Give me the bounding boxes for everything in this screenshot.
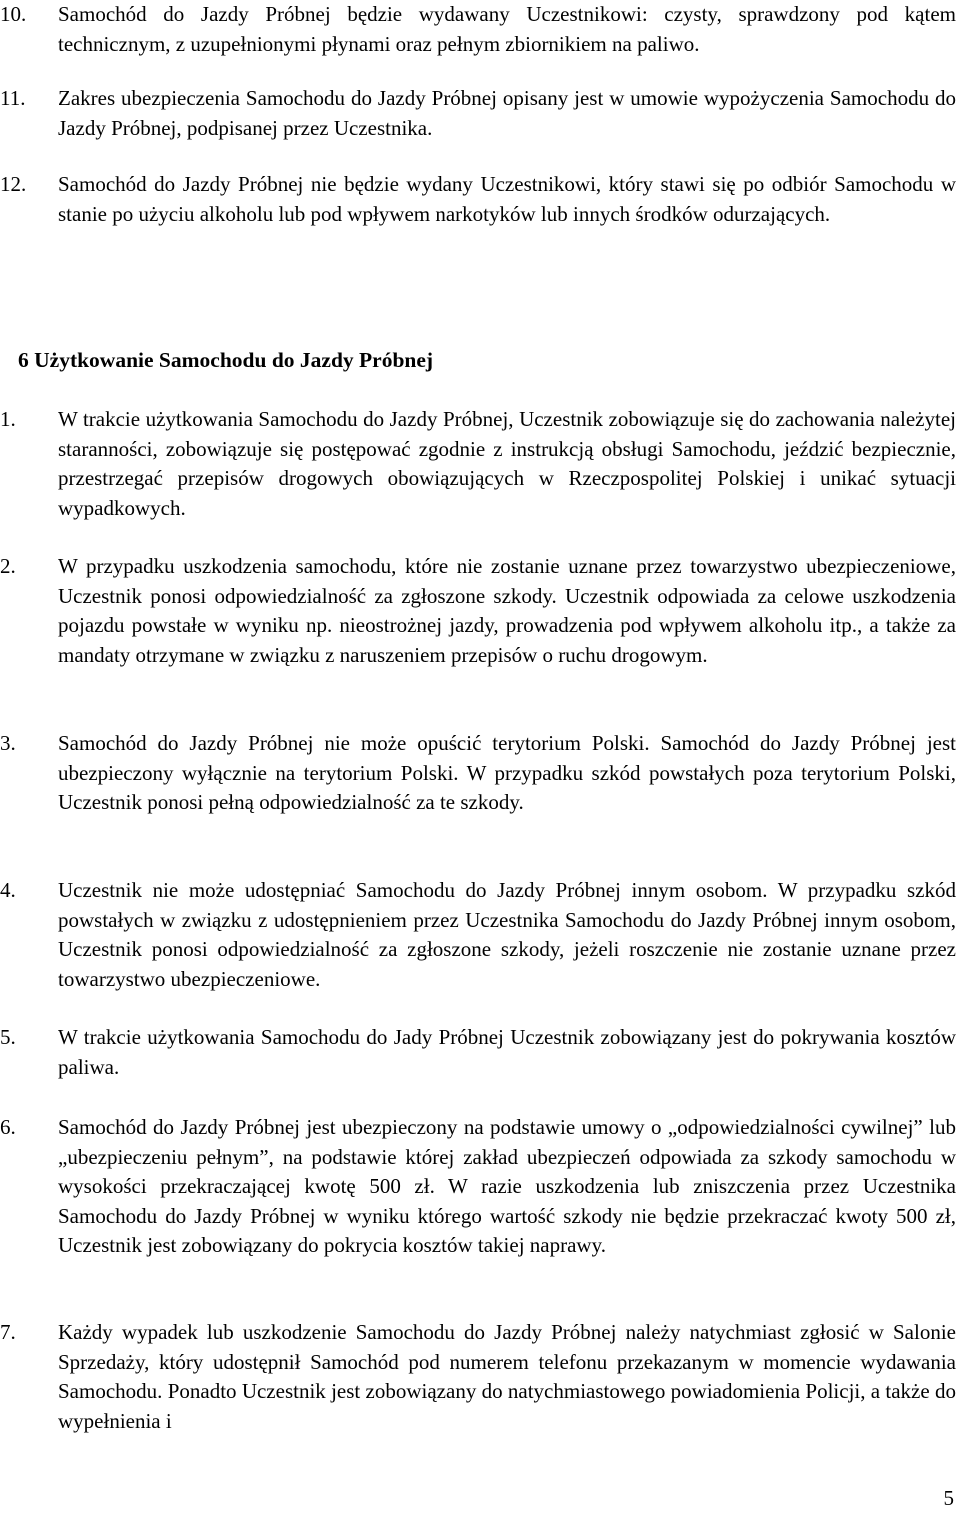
list-item-11 bbox=[0, 84, 956, 143]
list-item-text: Każdy wypadek lub uszkodzenie Samochodu do Jazdy Próbnej należy natychmiast zgłosić w Salonie Sprzedaży, który udostępnił Samochód pod numerem telefonu przekazanym w momencie wydawania Samochodu. Ponadto Uczestnik jest zobowiązany do natychmiastowego powiadomienia Policji, a także do wypełnienia i bbox=[58, 1320, 956, 1433]
list-item-number: 1. bbox=[0, 407, 16, 431]
list-item-text: W trakcie użytkowania Samochodu do Jazdy Próbnej, Uczestnik zobowiązuje się do zachowania należytej staranności, zobowiązuje się postępować zgodnie z instrukcją obsługi Samochodu, jeździć bezpiecznie, przestrzegać przepisów drogowych obowiązujących w Rzeczpospolitej Polskiej i unikać sytuacji wypadkowych. bbox=[58, 407, 956, 520]
section-item-3 bbox=[0, 729, 956, 818]
list-item-text: Samochód do Jazdy Próbnej będzie wydawany Uczestnikowi: czysty, sprawdzony pod kątem technicznym, z uzupełnionymi płynami oraz pełnym zbiornikiem na paliwo. bbox=[58, 2, 956, 56]
section-item-7 bbox=[0, 1318, 956, 1436]
list-item-text: W przypadku uszkodzenia samochodu, które nie zostanie uznane przez towarzystwo ubezpieczeniowe, Uczestnik ponosi odpowiedzialność za zgłoszone szkody. Uczestnik odpowiada za celowe uszkodzenia pojazdu powstałe w wyniku np. nieostrożnej jazdy, prowadzenia pod wpływem alkoholu itp., a także za mandaty otrzymane w związku z naruszeniem przepisów o ruchu drogowym. bbox=[58, 554, 956, 667]
list-item-number: 2. bbox=[0, 554, 16, 578]
list-item-12 bbox=[0, 170, 956, 229]
list-item-number: 3. bbox=[0, 731, 16, 755]
list-item-number: 4. bbox=[0, 878, 16, 902]
list-item-text: Samochód do Jazdy Próbnej nie może opuścić terytorium Polski. Samochód do Jazdy Próbnej jest ubezpieczony wyłącznie na terytorium Polski. W przypadku szkód powstałych poza terytorium Polski, Uczestnik ponosi pełną odpowiedzialność za te szkody. bbox=[58, 731, 956, 815]
section-item-2 bbox=[0, 552, 956, 670]
list-item-number: 12. bbox=[0, 172, 27, 196]
list-item-text: W trakcie użytkowania Samochodu do Jady Próbnej Uczestnik zobowiązany jest do pokrywania kosztów paliwa. bbox=[58, 1025, 956, 1079]
page-number: 5 bbox=[943, 1486, 954, 1510]
section-item-4 bbox=[0, 876, 956, 994]
section-item-6 bbox=[0, 1113, 956, 1261]
list-item-text: Samochód do Jazdy Próbnej jest ubezpieczony na podstawie umowy o „odpowiedzialności cywilnej” lub „ubezpieczeniu pełnym”, na podstawie której zakład ubezpieczeń odpowiada za szkody samochodu w wysokości przekraczającej kwotę 500 zł. W razie uszkodzenia lub zniszczenia przez Uczestnika Samochodu do Jazdy Próbnej w wyniku którego wartość szkody nie będzie przekraczać kwoty 500 zł, Uczestnik jest zobowiązany do pokrycia kosztów takiej naprawy. bbox=[58, 1115, 956, 1258]
list-item-text: Samochód do Jazdy Próbnej nie będzie wydany Uczestnikowi, który stawi się po odbiór Samochodu w stanie po użyciu alkoholu lub pod wpływem narkotyków lub innych środków odurzających. bbox=[58, 172, 956, 226]
list-item-text: Uczestnik nie może udostępniać Samochodu do Jazdy Próbnej innym osobom. W przypadku szkód powstałych w związku z udostępnieniem przez Uczestnika Samochodu do Jazdy Próbnej innym osobom, Uczestnik ponosi odpowiedzialność za zgłoszone szkody, jeżeli roszczenie nie zostanie uznane przez towarzystwo ubezpieczeniowe. bbox=[58, 878, 956, 991]
list-item-number: 11. bbox=[0, 86, 26, 110]
section-item-1 bbox=[0, 405, 956, 523]
section-heading bbox=[0, 345, 900, 375]
list-item-number: 5. bbox=[0, 1025, 16, 1049]
section-item-5 bbox=[0, 1023, 956, 1082]
list-item-text: Zakres ubezpieczenia Samochodu do Jazdy Próbnej opisany jest w umowie wypożyczenia Samochodu do Jazdy Próbnej, podpisanej przez Uczestnika. bbox=[58, 86, 956, 140]
section-title: Użytkowanie Samochodu do Jazdy Próbnej bbox=[34, 348, 434, 372]
list-item-number: 6. bbox=[0, 1115, 16, 1139]
list-item-10 bbox=[0, 0, 956, 59]
list-item-number: 10. bbox=[0, 2, 27, 26]
section-number: 6 bbox=[18, 348, 29, 372]
list-item-number: 7. bbox=[0, 1320, 16, 1344]
